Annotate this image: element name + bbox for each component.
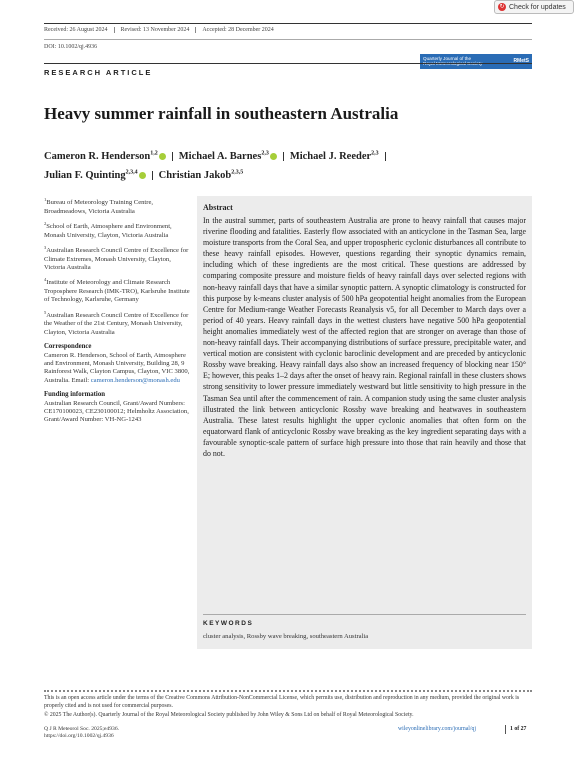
- correspondence-text: Cameron R. Henderson, School of Earth, Atmosphere and Environment, Monash University, Building 28, 9 Rainforest Walk, Clayton Campus, Clayton, VIC 3800, Australia. Email: cameron.henderson@monash.edu: [44, 351, 190, 384]
- page-info: 1 of 27: [510, 726, 527, 732]
- keywords-text: cluster analysis, Rossby wave breaking, southeastern Australia: [203, 633, 369, 640]
- check-for-updates-label: Check for updates: [509, 3, 566, 11]
- dates-rule: [44, 39, 532, 40]
- keywords-heading: KEYWORDS: [203, 620, 254, 627]
- license-block: [44, 694, 532, 719]
- orcid-icon[interactable]: [139, 172, 146, 179]
- rmets-mark: RMetS: [513, 57, 529, 64]
- author[interactable]: Michael A. Barnes$^{2,3}$: [179, 151, 277, 162]
- abstract-heading: Abstract: [203, 203, 233, 212]
- doi: DOI: 10.1002/qj.4936: [44, 44, 98, 50]
- orcid-icon[interactable]: [159, 153, 166, 160]
- author[interactable]: Julian F. Quinting$^{2,3,4}$: [44, 170, 146, 181]
- affiliation: $^5$Australian Research Council Centre of Excellence for the Weather of the 21st Century, Monash University, Clayton, Victoria Australia: [44, 309, 189, 336]
- footer-rule: [44, 690, 532, 692]
- keywords-rule: [203, 614, 526, 615]
- email-link[interactable]: cameron.henderson@monash.edu: [90, 376, 180, 384]
- check-for-updates-badge[interactable]: [494, 0, 574, 14]
- journal-logo: [420, 54, 532, 69]
- funding-heading: Funding information: [44, 391, 105, 399]
- header-rule: [44, 23, 532, 24]
- journal-logo-line2: Royal Meteorological Society: [423, 61, 483, 67]
- author[interactable]: Cameron R. Henderson$^{1,2}$: [44, 151, 166, 162]
- correspondence-heading: Correspondence: [44, 343, 92, 351]
- license-text: This is an open access article under the terms of the Creative Commons Attribution-NonCommercial License, which permits use, distribution and reproduction in any medium, provided the original work is properly cited and is not used for commercial purposes.: [44, 695, 520, 710]
- footer-separator: [505, 725, 506, 734]
- author-list: [44, 145, 514, 184]
- author[interactable]: Michael J. Reeder$^{2,3}$: [289, 150, 379, 162]
- article-title: Heavy summer rainfall in southeastern Australia: [44, 104, 399, 123]
- journal-logo-line1: Quarterly Journal of the: [423, 56, 472, 61]
- journal-link[interactable]: wileyonlinelibrary.com/journal/qj: [398, 726, 477, 732]
- affiliation: $^2$School of Earth, Atmosphere and Environment, Monash University, Clayton, Victoria Australia: [44, 221, 172, 239]
- funding-text: Australian Research Council, Grant/Award Numbers: CE170100023, CE230100012; Helmholtz Association, Grant/Award Number: VH-NG-1243: [44, 399, 189, 424]
- left-column: [44, 196, 190, 425]
- email-label: Email:: [71, 376, 90, 384]
- dates-bar: [44, 27, 280, 33]
- update-icon: ↻: [499, 4, 505, 10]
- citation: [44, 726, 119, 741]
- revised-date: Revised: 13 November 2024: [114, 27, 196, 33]
- orcid-icon[interactable]: [270, 153, 277, 160]
- affiliation: $^3$Australian Research Council Centre of Excellence for Climate Extremes, Monash University, Clayton, Victoria Australia: [44, 245, 189, 271]
- abstract-text: In the austral summer, parts of southeastern Australia are prone to heavy rainfall that causes major riverine flooding and fatalities. Easterly flow associated with an anticyclone in the Tasman Sea, large moisture transports from the Coral Sea, and upper tropospheric cyclonic disturbances all contribute to these heavy rainfall episodes. However, questions regarding their synoptic dynamics remain, including which of these ingredients are the most critical. These questions are addressed by comparing composite pressure and moisture fields of heavy rainfall days over selected regions with non-heavy rainfall days that have a similar synoptic pattern. A synoptic climatology is constructed for this purpose by k-means cluster analysis of 500 hPa geopotential height anomalies from the European Centre for Medium-range Weather Forecasts Reanalysis v5, for all December to March days over a period of 40 years. Heavy rainfall days in the wettest clusters have negative 500 hPa geopotential height anomalies immediately west of the affected region that are stronger on average than those of non-heavy rainfall days. Their accompanying distributions of surface pressure, precipitable water, and vertical motion are consistent with cyclonic baroclinic development and are preceded by anticyclonic Rossby wave breaking. Heavy rainfall days also show an increased frequency of blocking near 150° E; however, this peaks 1–2 days after the onset of heavy rain. Regional rainfall in these clusters shows strong sensitivity to lower pressure immediately westward but little sensitivity to high pressure in the Tasman Sea until after the commencement of rain. A companion study using the same cluster analysis illustrated the link between anticyclonic Rossby wave breaking and heatwaves in southeastern Australia. These latest results highlight the upper cyclonic anomalies that often form on the equatorward flank of anticyclonic Rossby wave breaking as the key ingredient separating days with a favourable synoptic-scale pattern of surface high pressure into those that rain heavily and those that do not.: [203, 216, 526, 458]
- article-type: RESEARCH ARTICLE: [44, 68, 153, 77]
- affiliation: $^4$Institute of Meteorology and Climate Research Troposphere Research (IMK-TRO), Karlsruhe Institute of Technology, Karlsruhe, Germany: [44, 277, 190, 304]
- accepted-date: Accepted: 28 December 2024: [195, 27, 279, 33]
- author[interactable]: Christian Jakob$^{2,3,5}$: [158, 169, 244, 181]
- citation-doi[interactable]: https://doi.org/10.1002/qj.4936: [44, 733, 114, 740]
- affiliation: $^1$Bureau of Meteorology Training Centre, Broadmeadows, Victoria Australia: [44, 197, 154, 215]
- received-date: Received: 26 August 2024: [44, 27, 108, 33]
- copyright-text: © 2025 The Author(s). Quarterly Journal of the Royal Meteorological Society published by John Wiley & Sons Ltd on behalf of Royal Meteorological Society.: [44, 711, 414, 718]
- citation-journal: Q J R Meteorol Soc. 2025;e4936.: [44, 726, 120, 732]
